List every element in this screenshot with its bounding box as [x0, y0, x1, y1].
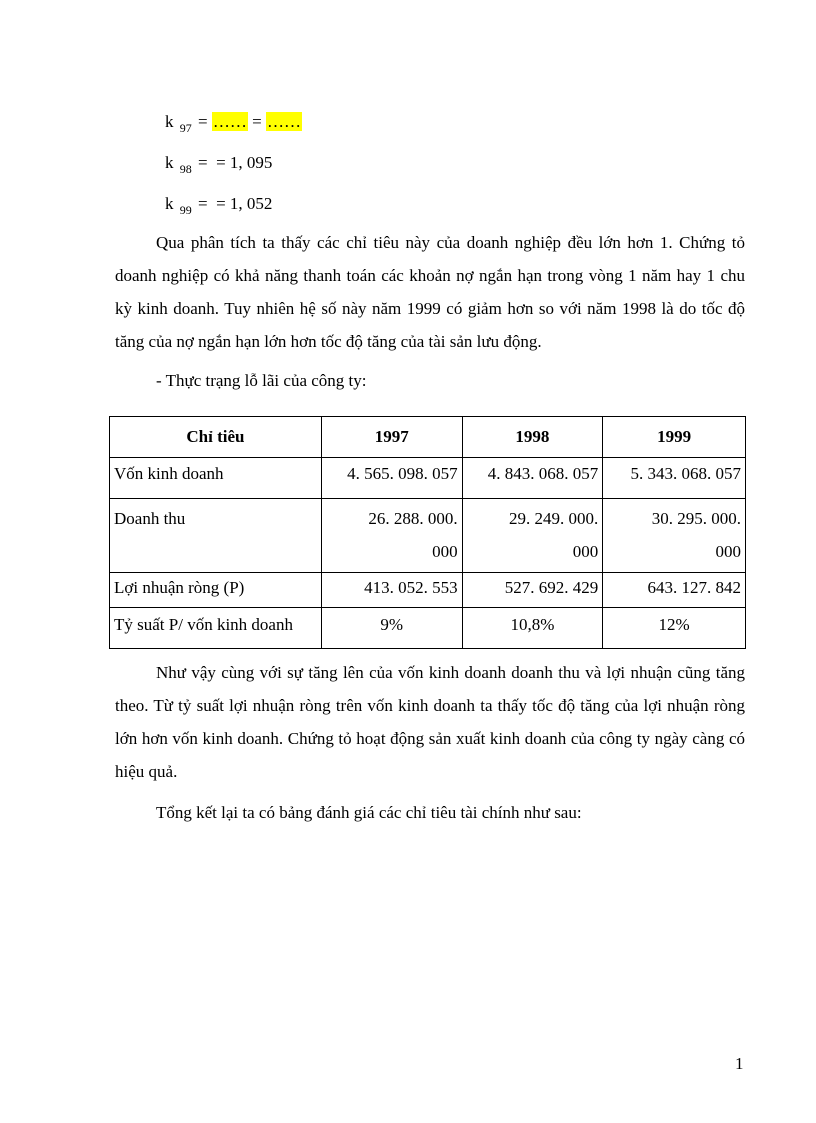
- cell-1999: 30. 295. 000. 000: [603, 499, 746, 573]
- header-1998: 1998: [462, 417, 603, 458]
- cell-1999: 5. 343. 068. 057: [603, 458, 746, 499]
- paragraph-text: Qua phân tích ta thấy các chỉ tiêu này của doanh nghiệp đều lớn hơn 1. Chứng tỏ doanh nghiệp có khả năng thanh toán các khoản nợ ngắn hạn trong vòng 1 năm hay 1 chu kỳ kinh doanh. Tuy nhiên hệ số này năm 1999 có giảm hơn so với năm 1998 là do tốc độ tăng của nợ ngắn hạn lớn hơn tốc độ tăng của tài sản lưu động.: [115, 233, 745, 351]
- table-row: [110, 573, 746, 608]
- paragraph-analysis: [115, 226, 745, 358]
- row-label: Doanh thu: [110, 499, 322, 573]
- cell-1997: 4. 565. 098. 057: [321, 458, 462, 499]
- table-row: [110, 458, 746, 499]
- eq-equals: =: [198, 112, 212, 131]
- table-header-row: [110, 417, 746, 458]
- eq-value: = = 1, 052: [198, 194, 273, 213]
- cell-1997: 26. 288. 000. 000: [321, 499, 462, 573]
- eq-symbol: k: [165, 153, 174, 172]
- equation-k97: [165, 112, 302, 135]
- eq-placeholder-1: ……: [212, 112, 247, 131]
- cell-1998: 527. 692. 429: [462, 573, 603, 608]
- cell-1998: 4. 843. 068. 057: [462, 458, 603, 499]
- paragraph-text: Như vậy cùng với sự tăng lên của vốn kinh doanh doanh thu và lợi nhuận cũng tăng theo. Từ tỷ suất lợi nhuận ròng trên vốn kinh doanh ta thấy tốc độ tăng của lợi nhuận ròng lớn hơn vốn kinh doanh. Chứng tỏ hoạt động sản xuất kinh doanh của công ty ngày càng có hiệu quả.: [115, 663, 745, 781]
- equation-k99: [165, 194, 273, 217]
- row-label: Vốn kinh doanh: [110, 458, 322, 499]
- table-row: [110, 499, 746, 573]
- cell-1999: 12%: [603, 608, 746, 649]
- paragraph-conclusion: [115, 656, 745, 788]
- paragraph-text: Tổng kết lại ta có bảng đánh giá các chỉ tiêu tài chính như sau:: [156, 803, 582, 822]
- section-heading-text: - Thực trạng lỗ lãi của công ty:: [156, 371, 367, 390]
- eq-symbol: k: [165, 194, 174, 213]
- header-1999: 1999: [603, 417, 746, 458]
- eq-subscript: 97: [179, 121, 192, 135]
- cell-1998: 10,8%: [462, 608, 603, 649]
- equation-k98: [165, 153, 273, 176]
- eq-subscript: 99: [179, 203, 192, 217]
- paragraph-summary: [115, 796, 745, 829]
- header-indicator: Chỉ tiêu: [110, 417, 322, 458]
- cell-1997: 9%: [321, 608, 462, 649]
- cell-1997: 413. 052. 553: [321, 573, 462, 608]
- table-row: [110, 608, 746, 649]
- eq-symbol: k: [165, 112, 174, 131]
- row-label: Tỷ suất P/ vốn kinh doanh: [110, 608, 322, 649]
- page-number: 1: [735, 1054, 744, 1073]
- cell-1998: 29. 249. 000. 000: [462, 499, 603, 573]
- row-label: Lợi nhuận ròng (P): [110, 573, 322, 608]
- section-heading: [115, 364, 745, 397]
- cell-1999: 643. 127. 842: [603, 573, 746, 608]
- eq-placeholder-2: ……: [266, 112, 301, 131]
- eq-subscript: 98: [179, 162, 192, 176]
- eq-value: = = 1, 095: [198, 153, 273, 172]
- header-1997: 1997: [321, 417, 462, 458]
- eq-equals-2: =: [247, 112, 266, 131]
- profit-loss-table: [109, 416, 746, 649]
